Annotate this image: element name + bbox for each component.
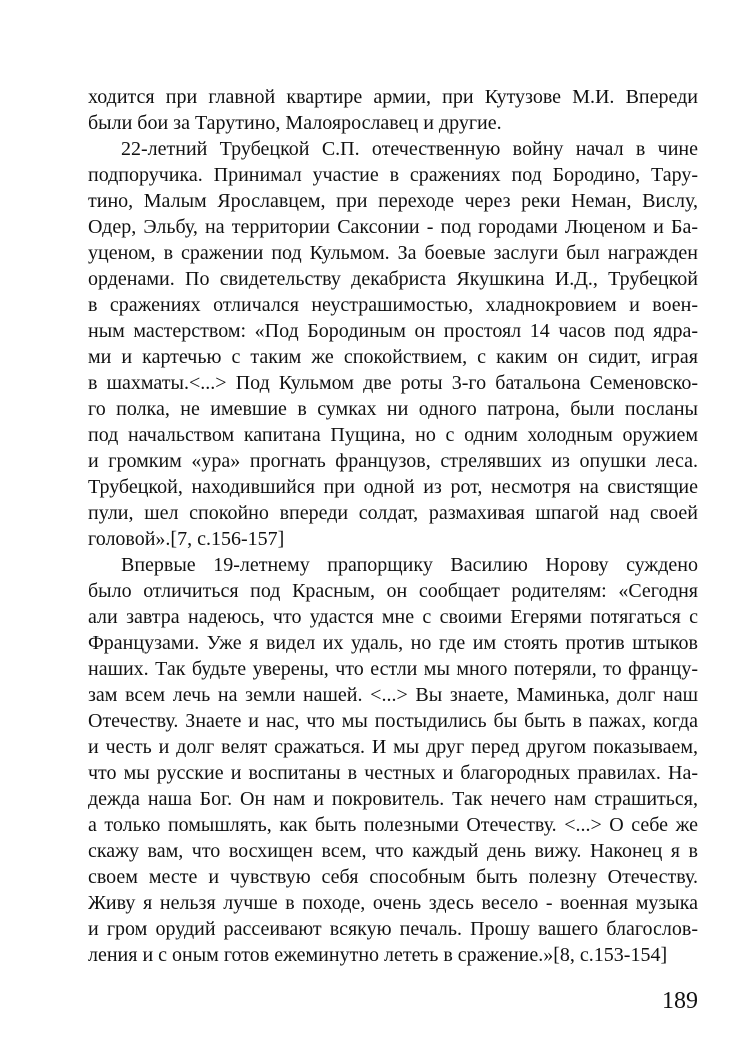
text-line: головой».[7, с.156-157] <box>88 528 285 550</box>
text-line: Впервые 19-летнему прапорщику Василию Норову суждено <box>121 554 698 576</box>
text-line: ми и картечью с таким же спокойствием, с каким он сидит, играя <box>88 346 698 368</box>
text-line: и гром орудий рассеивают всякую печаль. Прошу вашего благослов- <box>88 918 698 940</box>
text-line: уценом, в сражении под Кульмом. За боевые заслуги был награжден <box>88 242 698 264</box>
text-line: и честь и долг велят сражаться. И мы друг перед другом показываем, <box>88 736 698 758</box>
text-line: орденами. По свидетельству декабриста Якушкина И.Д., Трубецкой <box>88 268 698 290</box>
page-number: 189 <box>662 988 698 1014</box>
text-line: ходится при главной квартире армии, при Кутузове М.И. Впереди <box>88 86 698 108</box>
text-line: скажу вам, что восхищен всем, что каждый день вижу. Наконец я в <box>88 840 698 862</box>
text-line: в шахматы.<...> Под Кульмом две роты 3-го батальона Семеновско- <box>88 372 698 394</box>
text-line: а только помышлять, как быть полезными Отечеству. <...> О себе же <box>88 814 698 836</box>
text-line: ления и с оным готов ежеминутно лететь в сражение.»[8, с.153-154] <box>88 944 668 966</box>
text-line: али завтра надеюсь, что удастся мне с своими Егерями потягаться с <box>88 606 698 628</box>
text-line: подпоручика. Принимал участие в сражениях под Бородино, Тару- <box>88 164 698 186</box>
text-line: и громким «ура» прогнать французов, стрелявших из опушки леса. <box>88 450 698 472</box>
text-line: были бои за Тарутино, Малоярославец и другие. <box>88 112 502 134</box>
text-line: под начальством капитана Пущина, но с одним холодным оружием <box>88 424 698 446</box>
text-line: наших. Так будьте уверены, что естли мы много потеряли, то францу- <box>88 658 698 680</box>
text-line: го полка, не имевшие в сумках ни одного патрона, были посланы <box>88 398 698 420</box>
text-line: Французами. Уже я видел их удаль, но где им стоять против штыков <box>88 632 698 654</box>
text-line: тино, Малым Ярославцем, при переходе через реки Неман, Вислу, <box>88 190 698 212</box>
paragraph-2 <box>88 136 698 552</box>
text-line: ным мастерством: «Под Бородиным он простоял 14 часов под ядра- <box>88 320 698 342</box>
text-line: дежда наша Бог. Он нам и покровитель. Так нечего нам страшиться, <box>88 788 698 810</box>
text-line: Живу я нельзя лучше в походе, очень здесь весело - военная музыка <box>88 892 698 914</box>
text-line: Одер, Эльбу, на территории Саксонии - под городами Люценом и Ба- <box>88 216 698 238</box>
text-line: пули, шел спокойно впереди солдат, размахивая шпагой над своей <box>88 502 698 524</box>
text-line: что мы русские и воспитаны в честных и благородных правилах. На- <box>88 762 698 784</box>
text-line: своем месте и чувствую себя способным быть полезну Отечеству. <box>88 866 698 888</box>
text-line: было отличиться под Красным, он сообщает родителям: «Сегодня <box>88 580 698 602</box>
text-line: зам всем лечь на земли нашей. <...> Вы знаете, Маминька, долг наш <box>88 684 698 706</box>
text-line: в сражениях отличался неустрашимостью, хладнокровием и воен- <box>88 294 698 316</box>
text-line: 22-летний Трубецкой С.П. отечественную войну начал в чине <box>121 138 698 160</box>
paragraph-1 <box>88 84 698 136</box>
text-line: Отечеству. Знаете и нас, что мы постыдились бы быть в пажах, когда <box>88 710 698 732</box>
paragraph-3 <box>88 552 698 968</box>
text-line: Трубецкой, находившийся при одной из рот, несмотря на свистящие <box>88 476 698 498</box>
body-text <box>88 84 698 968</box>
